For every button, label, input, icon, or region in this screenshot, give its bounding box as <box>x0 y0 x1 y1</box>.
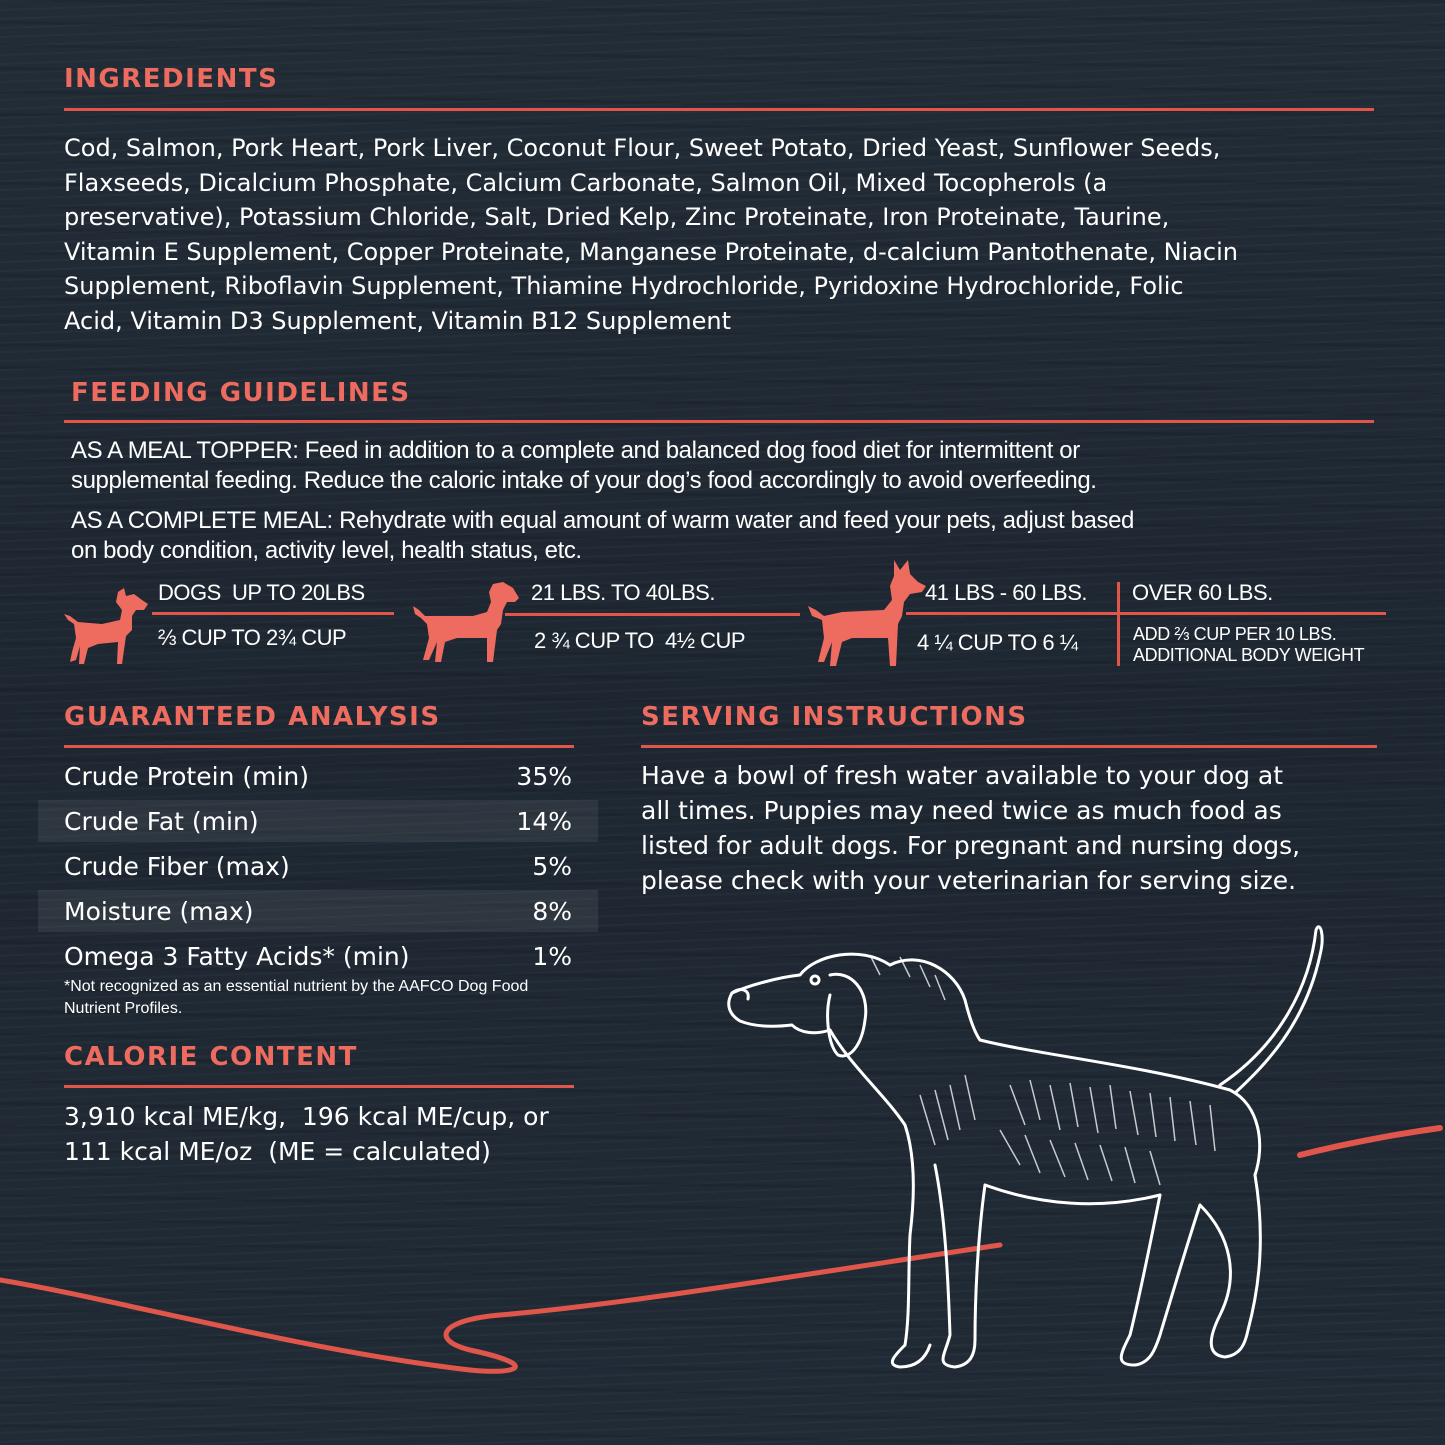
tier-rule <box>505 613 800 616</box>
footnote-line: *Not recognized as an essential nutrient by the AAFCO Dog Food <box>64 978 529 995</box>
feeding-rule <box>64 420 1374 423</box>
analysis-row-label: Crude Protein (min) <box>64 761 310 791</box>
analysis-row <box>38 755 598 797</box>
feeding-heading: FEEDING GUIDELINES <box>71 378 411 408</box>
complete-meal-line: AS A COMPLETE MEAL: Rehydrate with equal amount of warm water and feed your pets, adjust based <box>71 507 1134 534</box>
complete-meal-line: on body condition, activity level, health status, etc. <box>71 537 582 564</box>
analysis-row <box>38 890 598 932</box>
serving-line: Have a bowl of fresh water available to your dog at <box>641 761 1284 790</box>
analysis-row-label: Crude Fat (min) <box>64 806 259 836</box>
calorie-line: 3,910 kcal ME/kg, 196 kcal ME/cup, or <box>64 1102 549 1131</box>
serving-line: please check with your veterinarian for serving size. <box>641 866 1297 895</box>
tier-amount-line: ADDITIONAL BODY WEIGHT <box>1133 645 1365 665</box>
tier-weight-label: 41 LBS - 60 LBS. <box>925 580 1087 605</box>
tier-amount-line: ADD ⅔ CUP PER 10 LBS. <box>1133 624 1337 644</box>
analysis-row-value: 5% <box>532 851 572 881</box>
ingredients-text <box>64 131 1404 338</box>
analysis-row-value: 35% <box>516 761 572 791</box>
meal-topper-line: AS A MEAL TOPPER: Feed in addition to a complete and balanced dog food diet for intermittent or <box>71 437 1080 464</box>
serving-rule <box>641 745 1377 748</box>
ingredients-line: Vitamin E Supplement, Copper Proteinate, Manganese Proteinate, d-calcium Pantothenate, Niacin <box>64 237 1238 266</box>
ingredients-line: Cod, Salmon, Pork Heart, Pork Liver, Coconut Flour, Sweet Potato, Dried Yeast, Sunflower Seeds, <box>64 134 1221 162</box>
analysis-row <box>38 935 598 977</box>
analysis-heading: GUARANTEED ANALYSIS <box>64 702 441 732</box>
tier-weight-label: 21 LBS. TO 40LBS. <box>531 580 715 605</box>
analysis-row-label: Moisture (max) <box>64 896 254 926</box>
ingredients-line: Supplement, Riboflavin Supplement, Thiamine Hydrochloride, Pyridoxine Hydrochloride, Folic <box>64 272 1184 300</box>
analysis-footnote <box>64 976 528 1020</box>
analysis-rule <box>64 745 574 748</box>
calorie-line: 111 kcal ME/oz (ME = calculated) <box>64 1137 491 1166</box>
serving-text <box>641 758 1401 898</box>
analysis-row-label: Crude Fiber (max) <box>64 851 290 881</box>
ingredients-line: Acid, Vitamin D3 Supplement, Vitamin B12 Supplement <box>64 306 731 335</box>
medium-dog-icon <box>411 580 523 666</box>
ingredients-rule <box>64 108 1374 111</box>
tier-rule <box>152 612 394 615</box>
complete-meal-text <box>71 506 1411 566</box>
tier-amount-label: 4 ¼ CUP TO 6 ¼ <box>917 630 1078 655</box>
calorie-rule <box>64 1085 574 1088</box>
meal-topper-line: supplemental feeding. Reduce the caloric intake of your dog’s food accordingly to avoid overfeeding. <box>71 467 1097 494</box>
analysis-row-value: 1% <box>532 941 572 971</box>
footnote-line: Nutrient Profiles. <box>64 1000 183 1017</box>
tier-rule <box>906 612 1386 615</box>
serving-line: all times. Puppies may need twice as much food as <box>641 796 1282 825</box>
tier-weight-label: DOGS UP TO 20LBS <box>158 580 365 605</box>
small-dog-icon <box>62 586 152 668</box>
analysis-row-label: Omega 3 Fatty Acids* (min) <box>64 941 410 971</box>
tier-weight-label: OVER 60 LBS. <box>1132 580 1273 605</box>
tier-divider <box>1117 582 1120 666</box>
meal-topper-text <box>71 436 1411 496</box>
analysis-row <box>38 800 598 842</box>
analysis-row <box>38 845 598 887</box>
ingredients-line: preservative), Potassium Chloride, Salt, Dried Kelp, Zinc Proteinate, Iron Proteinate, Taurine, <box>64 203 1170 231</box>
calorie-heading: CALORIE CONTENT <box>64 1042 358 1072</box>
serving-heading: SERVING INSTRUCTIONS <box>641 702 1028 732</box>
analysis-row-value: 8% <box>532 896 572 926</box>
tier-amount-label <box>1133 624 1364 666</box>
ingredients-heading: INGREDIENTS <box>64 64 279 94</box>
ingredients-line: Flaxseeds, Dicalcium Phosphate, Calcium Carbonate, Salmon Oil, Mixed Tocopherols (a <box>64 168 1108 197</box>
tier-amount-label: ⅔ CUP TO 2¾ CUP <box>158 625 347 650</box>
analysis-row-value: 14% <box>516 806 572 836</box>
sketched-dog-illustration <box>720 915 1340 1395</box>
serving-line: listed for adult dogs. For pregnant and nursing dogs, <box>641 831 1301 860</box>
tier-amount-label: 2 ¾ CUP TO 4½ CUP <box>534 628 746 653</box>
